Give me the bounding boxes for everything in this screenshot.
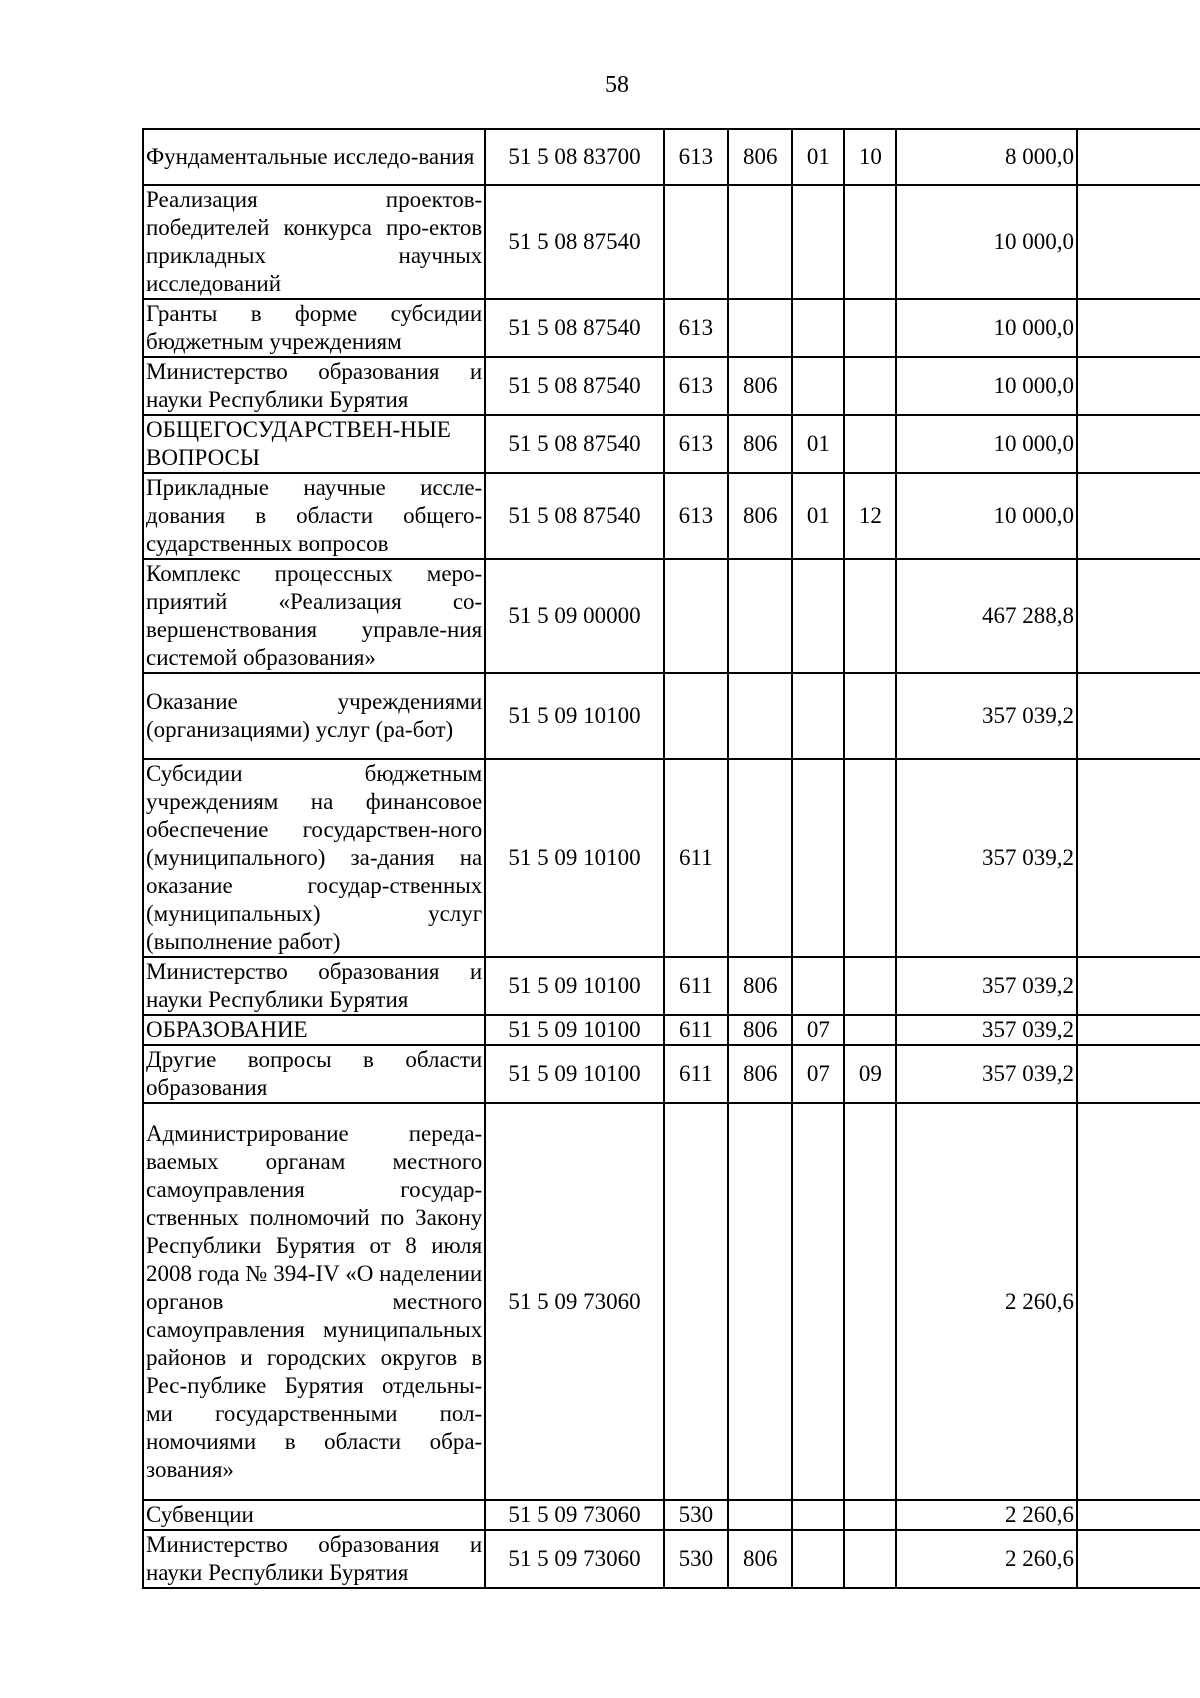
row-code: 51 5 08 87540	[485, 415, 663, 473]
row-extra	[1077, 1103, 1200, 1500]
row-pr	[844, 1103, 896, 1500]
row-name: Министерство образования и науки Республики Бурятия	[143, 957, 485, 1015]
table-row	[143, 1530, 1200, 1588]
row-rz: 01	[792, 473, 844, 559]
row-name: Министерство образования и науки Республики Бурятия	[143, 357, 485, 415]
row-code: 51 5 08 83700	[485, 129, 663, 185]
row-code: 51 5 09 73060	[485, 1530, 663, 1588]
row-name: ОБЩЕГОСУДАРСТВЕН-НЫЕ ВОПРОСЫ	[143, 415, 485, 473]
row-extra	[1077, 1015, 1200, 1045]
row-rz	[792, 957, 844, 1015]
budget-table	[142, 128, 1200, 1589]
row-grbs	[728, 1103, 792, 1500]
table-row	[143, 759, 1200, 957]
row-pr	[844, 673, 896, 759]
row-amount: 357 039,2	[896, 1045, 1077, 1103]
row-extra	[1077, 129, 1200, 185]
row-pr: 10	[844, 129, 896, 185]
row-amount: 10 000,0	[896, 357, 1077, 415]
row-amount: 10 000,0	[896, 415, 1077, 473]
row-vr: 611	[664, 1015, 728, 1045]
row-amount: 357 039,2	[896, 673, 1077, 759]
row-code: 51 5 08 87540	[485, 185, 663, 299]
row-vr: 530	[664, 1500, 728, 1530]
row-rz	[792, 1103, 844, 1500]
row-code: 51 5 09 10100	[485, 1045, 663, 1103]
row-vr: 613	[664, 415, 728, 473]
row-extra	[1077, 1500, 1200, 1530]
row-name: Прикладные научные иссле-дования в области общего-сударственных вопросов	[143, 473, 485, 559]
row-amount: 467 288,8	[896, 559, 1077, 673]
row-pr	[844, 957, 896, 1015]
row-name: Субвенции	[143, 1500, 485, 1530]
row-name: Администрирование переда-ваемых органам местного самоуправления государ-ственных полномочий по Закону Республики Бурятия от 8 июля 2008 года № 394-IV «О наделении органов местного самоуправления муниципальных районов и городских округов в Рес-публике Бурятия отдельны-ми государственными пол-номочиями в области обра-зования»	[143, 1103, 485, 1500]
row-grbs	[728, 759, 792, 957]
row-vr	[664, 185, 728, 299]
row-extra	[1077, 759, 1200, 957]
row-name: Министерство образования и науки Республики Бурятия	[143, 1530, 485, 1588]
table-row	[143, 673, 1200, 759]
row-pr	[844, 299, 896, 357]
row-vr: 611	[664, 1045, 728, 1103]
row-amount: 357 039,2	[896, 957, 1077, 1015]
row-grbs: 806	[728, 129, 792, 185]
row-grbs: 806	[728, 957, 792, 1015]
row-code: 51 5 08 87540	[485, 473, 663, 559]
row-vr: 530	[664, 1530, 728, 1588]
row-name: Реализация проектов-победителей конкурса про-ектов прикладных научных исследований	[143, 185, 485, 299]
row-code: 51 5 09 73060	[485, 1500, 663, 1530]
row-pr	[844, 357, 896, 415]
row-extra	[1077, 1530, 1200, 1588]
row-extra	[1077, 957, 1200, 1015]
row-rz: 01	[792, 129, 844, 185]
row-rz	[792, 357, 844, 415]
row-vr	[664, 1103, 728, 1500]
row-pr	[844, 759, 896, 957]
row-grbs	[728, 559, 792, 673]
row-amount: 10 000,0	[896, 185, 1077, 299]
row-grbs: 806	[728, 357, 792, 415]
row-vr: 613	[664, 299, 728, 357]
row-pr	[844, 1015, 896, 1045]
table-row	[143, 957, 1200, 1015]
row-grbs	[728, 1500, 792, 1530]
row-vr	[664, 673, 728, 759]
row-extra	[1077, 357, 1200, 415]
table-row	[143, 1045, 1200, 1103]
row-code: 51 5 09 10100	[485, 957, 663, 1015]
row-rz	[792, 1500, 844, 1530]
row-code: 51 5 09 73060	[485, 1103, 663, 1500]
row-amount: 8 000,0	[896, 129, 1077, 185]
row-vr	[664, 559, 728, 673]
row-name: Гранты в форме субсидии бюджетным учреждениям	[143, 299, 485, 357]
row-grbs: 806	[728, 1045, 792, 1103]
row-amount: 10 000,0	[896, 299, 1077, 357]
row-vr: 613	[664, 357, 728, 415]
row-amount: 10 000,0	[896, 473, 1077, 559]
row-rz	[792, 1530, 844, 1588]
row-extra	[1077, 559, 1200, 673]
row-rz: 07	[792, 1015, 844, 1045]
row-rz	[792, 759, 844, 957]
row-grbs	[728, 299, 792, 357]
row-pr	[844, 1530, 896, 1588]
row-vr: 611	[664, 957, 728, 1015]
row-grbs	[728, 673, 792, 759]
row-pr	[844, 185, 896, 299]
table-row	[143, 129, 1200, 185]
row-name: Субсидии бюджетным учреждениям на финансовое обеспечение государствен-ного (муниципального) за-дания на оказание государ-ственных (муниципальных) услуг (выполнение работ)	[143, 759, 485, 957]
row-code: 51 5 09 10100	[485, 673, 663, 759]
row-extra	[1077, 473, 1200, 559]
row-extra	[1077, 299, 1200, 357]
row-name: ОБРАЗОВАНИЕ	[143, 1015, 485, 1045]
row-extra	[1077, 673, 1200, 759]
table-row	[143, 415, 1200, 473]
row-code: 51 5 08 87540	[485, 357, 663, 415]
row-amount: 2 260,6	[896, 1530, 1077, 1588]
row-pr: 09	[844, 1045, 896, 1103]
row-name: Оказание учреждениями (организациями) услуг (ра-бот)	[143, 673, 485, 759]
row-extra	[1077, 415, 1200, 473]
row-amount: 2 260,6	[896, 1103, 1077, 1500]
row-vr: 611	[664, 759, 728, 957]
table-row	[143, 559, 1200, 673]
row-extra	[1077, 1045, 1200, 1103]
row-grbs: 806	[728, 415, 792, 473]
table-row	[143, 473, 1200, 559]
row-rz: 07	[792, 1045, 844, 1103]
row-grbs: 806	[728, 473, 792, 559]
table-row	[143, 1015, 1200, 1045]
table-row	[143, 299, 1200, 357]
row-amount: 357 039,2	[896, 759, 1077, 957]
row-vr: 613	[664, 473, 728, 559]
row-name: Другие вопросы в области образования	[143, 1045, 485, 1103]
page-number: 58	[605, 72, 629, 98]
row-name: Комплекс процессных меро-приятий «Реализация со-вершенствования управле-ния системой образования»	[143, 559, 485, 673]
row-pr	[844, 415, 896, 473]
row-code: 51 5 09 10100	[485, 1015, 663, 1045]
row-rz	[792, 185, 844, 299]
row-pr: 12	[844, 473, 896, 559]
table-row	[143, 185, 1200, 299]
row-name: Фундаментальные исследо-вания	[143, 129, 485, 185]
table-row	[143, 1500, 1200, 1530]
row-code: 51 5 09 00000	[485, 559, 663, 673]
row-pr	[844, 559, 896, 673]
table-row	[143, 357, 1200, 415]
row-rz	[792, 559, 844, 673]
row-code: 51 5 08 87540	[485, 299, 663, 357]
row-rz	[792, 673, 844, 759]
row-extra	[1077, 185, 1200, 299]
row-grbs: 806	[728, 1015, 792, 1045]
row-amount: 2 260,6	[896, 1500, 1077, 1530]
row-grbs: 806	[728, 1530, 792, 1588]
row-code: 51 5 09 10100	[485, 759, 663, 957]
row-vr: 613	[664, 129, 728, 185]
row-pr	[844, 1500, 896, 1530]
row-grbs	[728, 185, 792, 299]
row-rz: 01	[792, 415, 844, 473]
row-rz	[792, 299, 844, 357]
table-row	[143, 1103, 1200, 1500]
row-amount: 357 039,2	[896, 1015, 1077, 1045]
